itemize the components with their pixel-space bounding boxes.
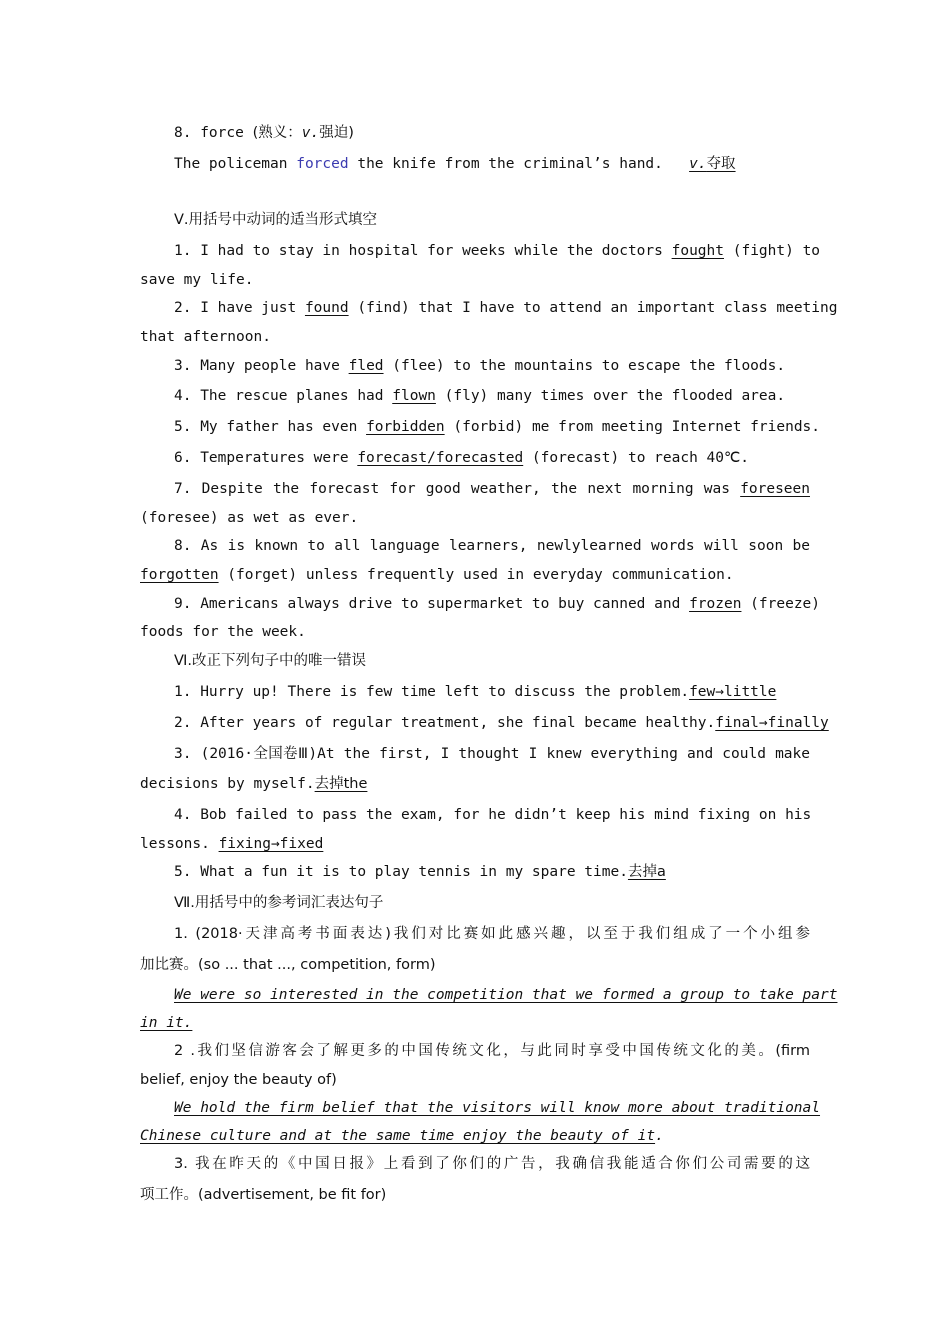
s7-item-1: 1. (2018·天津高考书面表达)我们对比赛如此感兴趣，以至于我们组成了一个小组参 bbox=[174, 926, 810, 942]
answer: flown bbox=[392, 388, 436, 404]
s5-item-6: 6. Temperatures were forecast/forecasted (forecast) to reach 40℃. bbox=[174, 450, 750, 466]
answer: fixing→fixed bbox=[218, 836, 324, 852]
s5-item-9-cont: foods for the week. bbox=[140, 624, 306, 640]
section-5-heading: Ⅴ.用括号中动词的适当形式填空 bbox=[174, 212, 378, 228]
s7-item-3-cont: 项工作。(advertisement, be fit for) bbox=[140, 1187, 387, 1203]
answer-pos: v. bbox=[689, 156, 707, 172]
s7-item-2-answer-cont: Chinese culture and at the same time enjoy the beauty of it. bbox=[140, 1128, 664, 1144]
s5-item-1: 1. I had to stay in hospital for weeks while the doctors fought (fight) to bbox=[174, 243, 821, 259]
answer: final→finally bbox=[715, 715, 829, 731]
item-number: 8. bbox=[174, 125, 192, 141]
answer: fled bbox=[348, 358, 384, 374]
s5-item-2: 2. I have just found (find) that I have to attend an important class meeting bbox=[174, 300, 838, 316]
answer: found bbox=[304, 300, 349, 316]
s6-item-4-cont: lessons. fixing→fixed bbox=[140, 836, 324, 852]
s7-item-2-cont: belief, enjoy the beauty of) bbox=[140, 1072, 337, 1088]
section-7-heading: Ⅶ.用括号中的参考词汇表达句子 bbox=[174, 895, 384, 911]
s7-item-2-answer: We hold the firm belief that the visitors will know more about traditional bbox=[174, 1100, 821, 1116]
key-word: forced bbox=[296, 156, 349, 172]
s7-item-3: 3. 我在昨天的《中国日报》上看到了你们的广告，我确信我能适合你们公司需要的这 bbox=[174, 1156, 810, 1172]
answer: forgotten bbox=[140, 567, 219, 583]
answer: frozen bbox=[689, 596, 742, 612]
s7-item-2: 2 .我们坚信游客会了解更多的中国传统文化，与此同时享受中国传统文化的美。(firm bbox=[174, 1043, 810, 1059]
sentence-part: the knife from the criminal’s hand. bbox=[348, 156, 663, 172]
s5-item-4: 4. The rescue planes had flown (fly) many times over the flooded area. bbox=[174, 388, 786, 404]
gloss-pos: v. bbox=[301, 125, 320, 141]
s7-item-1-cont: 加比赛。(so ... that ..., competition, form) bbox=[140, 957, 436, 973]
s6-item-3-cont: decisions by myself.去掉the bbox=[140, 776, 368, 792]
s5-item-7: 7. Despite the forecast for good weather, the next morning was foreseen bbox=[174, 481, 810, 497]
force-example bbox=[174, 154, 810, 174]
sentence-part: The policeman bbox=[174, 156, 297, 172]
s5-item-5: 5. My father has even forbidden (forbid) me from meeting Internet friends. bbox=[174, 419, 821, 435]
answer: few→little bbox=[689, 684, 777, 700]
answer: 去掉the bbox=[314, 776, 368, 792]
gloss-open: (熟义： bbox=[252, 125, 302, 141]
gloss-meaning: 强迫) bbox=[319, 125, 354, 141]
answer: fought bbox=[671, 243, 724, 259]
force-entry bbox=[174, 123, 810, 143]
answer: foreseen bbox=[740, 481, 810, 497]
s7-item-1-answer-cont: in it. bbox=[140, 1015, 193, 1031]
s5-item-3: 3. Many people have fled (flee) to the mountains to escape the floods. bbox=[174, 358, 786, 374]
s5-item-7-cont: (foresee) as wet as ever. bbox=[140, 510, 359, 526]
section-6-heading: Ⅵ.改正下列句子中的唯一错误 bbox=[174, 653, 366, 669]
answer: forecast/forecasted bbox=[357, 450, 524, 466]
s7-item-1-answer: We were so interested in the competition that we formed a group to take part bbox=[174, 987, 838, 1003]
s5-item-1-cont: save my life. bbox=[140, 272, 254, 288]
s6-item-2: 2. After years of regular treatment, she final became healthy.final→finally bbox=[174, 715, 829, 731]
s5-item-2-cont: that afternoon. bbox=[140, 329, 271, 345]
s5-item-9: 9. Americans always drive to supermarket to buy canned and frozen (freeze) bbox=[174, 596, 821, 612]
s5-item-8: 8. As is known to all language learners, newlylearned words will soon be bbox=[174, 538, 810, 554]
answer: 去掉a bbox=[627, 864, 666, 880]
answer: forbidden bbox=[366, 419, 445, 435]
s5-item-8-cont: forgotten (forget) unless frequently used in everyday communication. bbox=[140, 567, 734, 583]
answer-meaning: 夺取 bbox=[706, 156, 736, 172]
headword: force bbox=[200, 125, 244, 141]
s6-item-3: 3. (2016·全国卷Ⅲ)At the first, I thought I knew everything and could make bbox=[174, 746, 810, 762]
s6-item-4: 4. Bob failed to pass the exam, for he didn’t keep his mind fixing on his bbox=[174, 807, 812, 823]
s6-item-1: 1. Hurry up! There is few time left to discuss the problem.few→little bbox=[174, 684, 777, 700]
s6-item-5: 5. What a fun it is to play tennis in my spare time.去掉a bbox=[174, 864, 666, 880]
